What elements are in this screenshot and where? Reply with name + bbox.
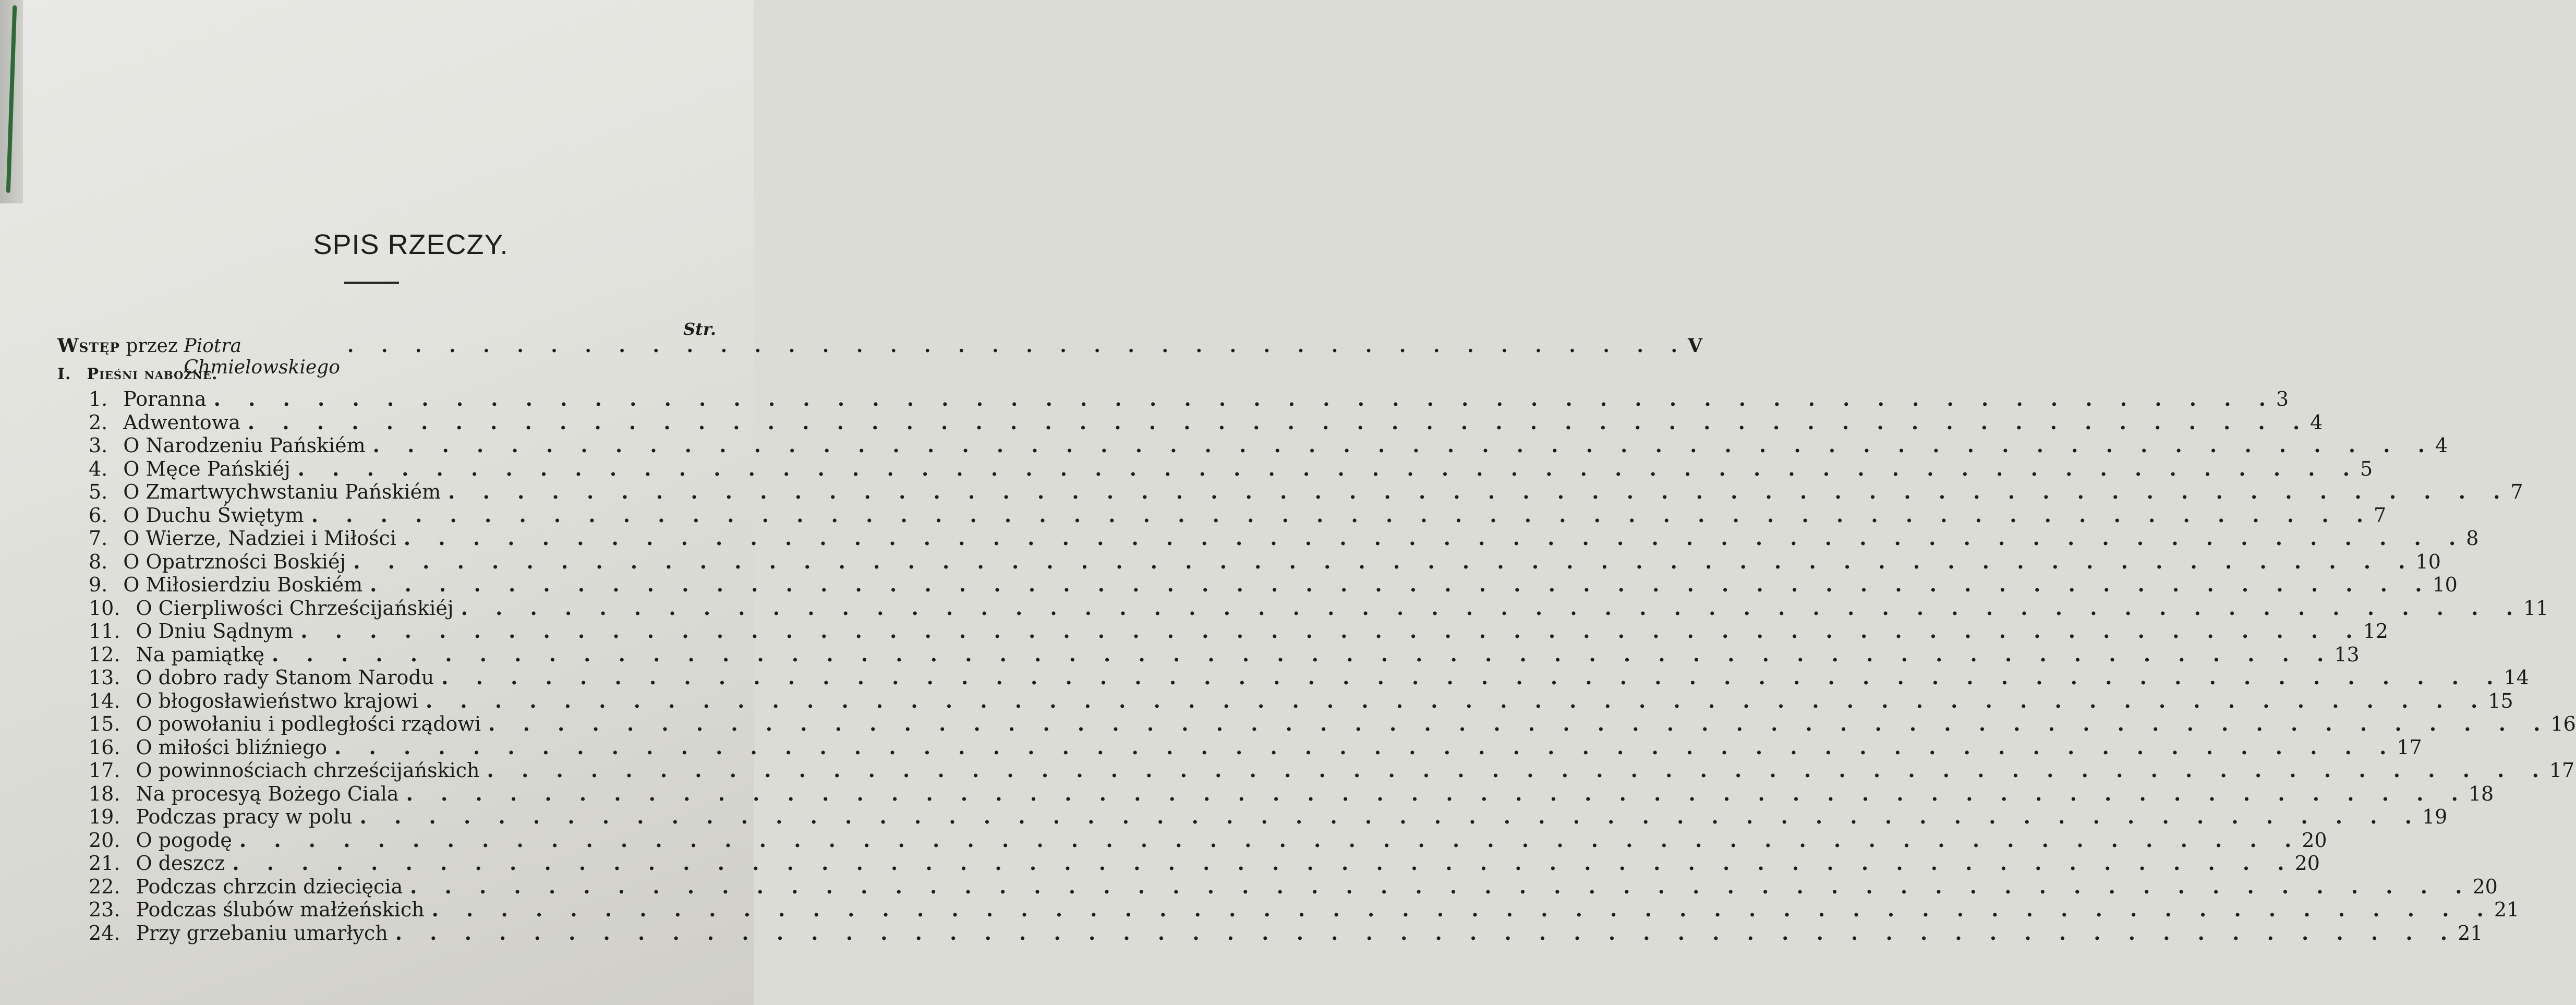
- dot-leader: . . . . . . . . . . . . . . . . . . . . . . . . . . . . . . . . . . . . . . . . . . . . . . . . . . . . . . . . . . . .: [232, 851, 2295, 875]
- entry-title: Przy grzebaniu umarłych: [136, 921, 388, 945]
- entry-number: 19.: [89, 805, 120, 828]
- entry-number: 14.: [89, 689, 120, 712]
- toc-entry: [89, 712, 2576, 735]
- entry-page: 17: [2549, 759, 2575, 782]
- dot-leader: . . . . . . . . . . . . . . . . . . . . . . . . . . . . . . . . . . . . . . . . . . . . . . . . . . . . . . . . . . . .: [410, 874, 2473, 898]
- toc-entry: [89, 851, 2320, 875]
- entry-title: O dobro rady Stanom Narodu: [136, 666, 434, 689]
- entry-page: 7: [2374, 503, 2387, 527]
- entry-title: O powinnościach chrześcijańskich: [136, 759, 480, 782]
- entry-number: 1.: [89, 388, 108, 410]
- entry-title: Podczas pracy w polu: [136, 805, 353, 828]
- entry-title: O Opatrzności Boskiéj: [123, 550, 346, 573]
- dot-leader: . . . . . . . . . . . . . . . . . . . . . . . . . . . . . . . . . . . . . . . . . . . . . . . . . . . . . . . . . . . .: [247, 410, 2311, 434]
- entry-title: O miłości bliźniego: [136, 735, 328, 759]
- entry-page: 19: [2422, 805, 2448, 828]
- toc-entries: [89, 387, 2576, 945]
- dot-leader: . . . . . . . . . . . . . . . . . . . . . . . . . . . . . . . . . . . . . . . . . . . . . . . . . . . . . . . . . . . .: [425, 688, 2488, 712]
- section-number: I.: [57, 365, 71, 383]
- dot-leader: . . . . . . . . . . . . . . . . . . . . . . . . . . . . . . . . . . . . . . . . . . . . . . . . . . . . . . . . . . . .: [403, 526, 2466, 550]
- entry-number: 8.: [89, 550, 108, 573]
- entry-page: 16: [2550, 712, 2576, 735]
- dot-leader: . . . . . . . . . . . . . . . . . . . . . . . . . . . . . . . . . . . . . . . . . . . . . . . . . . . . . . . . . . . .: [359, 805, 2422, 828]
- toc-entry: [89, 503, 2387, 527]
- book-spine: [0, 0, 23, 203]
- intro-author: Piotra Chmielowskiego: [184, 335, 340, 378]
- intro-label: Wstęp: [57, 335, 120, 357]
- entry-page: 20: [2472, 875, 2498, 898]
- dot-leader: . . . . . . . . . . . . . . . . . . . . . . . . . . . . . . . . . . . . . . . . . . . . . . . . . . . . . . . . . . . .: [300, 619, 2363, 643]
- toc-entry: [89, 410, 2323, 434]
- toc-entry: [89, 828, 2327, 852]
- dot-leader: . . . . . . . . . . . . . . . . . . . . . . . . . . . . . . . . . . . . . . . . . . . . . . . . . . . . . . . . . . . .: [311, 503, 2374, 527]
- entry-page: 15: [2488, 689, 2513, 712]
- entry-number: 13.: [89, 666, 120, 689]
- entry-number: 3.: [89, 434, 108, 457]
- entry-title: O Narodzeniu Pańskiém: [123, 434, 366, 457]
- entry-title: Poranna: [123, 388, 207, 410]
- entry-title: Podczas ślubów małżeńskich: [136, 898, 425, 921]
- toc-entry: [89, 781, 2494, 805]
- dot-leader: . . . . . . . . . . . . . . . . . . . . . . . . . . . . . . . . . . . . . . . . . . . . . . . . . . . . . . . . . . . .: [461, 596, 2523, 620]
- toc-entry: [89, 596, 2549, 620]
- toc-entry: [89, 387, 2289, 410]
- toc-entry: [89, 665, 2529, 689]
- entry-number: 18.: [89, 782, 120, 805]
- entry-title: O Męce Pańskiéj: [123, 457, 291, 480]
- toc-entry: [89, 735, 2422, 759]
- entry-number: 4.: [89, 457, 108, 480]
- entry-title: Na procesyą Bożego Ciala: [136, 782, 399, 805]
- toc-entry: [89, 456, 2373, 480]
- entry-page: 17: [2397, 735, 2422, 759]
- toc-entry: [89, 898, 2520, 921]
- toc-entry: [89, 480, 2523, 503]
- dot-leader: . . . . . . . . . . . . . . . . . . . . . . . . . . . . . . . . . . . . . . . . . . . . . . . . . . . . . . . . . . . .: [297, 456, 2360, 480]
- toc-entry: [89, 619, 2388, 643]
- entry-number: 2.: [89, 410, 108, 434]
- entry-title: O Duchu Świętym: [123, 503, 304, 527]
- entry-title: O pogodę: [136, 828, 232, 852]
- entry-title: Podczas chrzcin dziecięcia: [136, 875, 403, 898]
- entry-page: 11: [2523, 596, 2549, 620]
- entry-page: 10: [2432, 573, 2458, 596]
- entry-number: 11.: [89, 620, 120, 643]
- toc-entry: [89, 921, 2483, 945]
- entry-number: 12.: [89, 643, 120, 666]
- entry-page: 13: [2334, 643, 2360, 666]
- entry-page: 21: [2494, 898, 2520, 921]
- entry-page: 4: [2310, 410, 2323, 434]
- entry-page: 21: [2458, 921, 2483, 945]
- entry-number: 23.: [89, 898, 120, 921]
- entry-title: O powołaniu i podległości rządowi: [136, 712, 481, 735]
- entry-page: 20: [2302, 828, 2327, 852]
- toc-entry: [89, 642, 2360, 666]
- toc-entry: [89, 688, 2513, 712]
- entry-number: 17.: [89, 759, 120, 782]
- dot-leader: . . . . . . . . . . . . . . . . . . . . . . . . . . . . . . . . . . . . . . . . . . . . . . . . . . . . . . . . . . . .: [353, 549, 2416, 573]
- dot-leader: . . . . . . . . . . . . . . . . . . . . . . . . . . . . . . . . . . . . . . . .: [347, 335, 1688, 357]
- entry-number: 10.: [89, 596, 120, 620]
- entry-title: O Dniu Sądnym: [136, 620, 294, 643]
- entry-title: O Zmartwychwstaniu Pańskiém: [123, 480, 441, 503]
- entry-page: 14: [2504, 666, 2529, 689]
- entry-title: O Miłosierdziu Boskiém: [123, 573, 363, 596]
- entry-number: 7.: [89, 527, 108, 550]
- entry-number: 21.: [89, 852, 120, 875]
- entry-number: 20.: [89, 828, 120, 852]
- entry-page: 8: [2466, 527, 2479, 550]
- entry-number: 5.: [89, 480, 108, 503]
- entry-title: Adwentowa: [123, 410, 240, 434]
- dot-leader: . . . . . . . . . . . . . . . . . . . . . . . . . . . . . . . . . . . . . . . . . . . . . . . . . . . . . . . . . . . .: [488, 712, 2551, 735]
- toc-entry: [89, 874, 2498, 898]
- entry-number: 15.: [89, 712, 120, 735]
- entry-page: 4: [2435, 434, 2448, 457]
- entry-number: 9.: [89, 573, 108, 596]
- entry-page: 7: [2510, 480, 2523, 503]
- dot-leader: . . . . . . . . . . . . . . . . . . . . . . . . . . . . . . . . . . . . . . . . . . . . . . . . . . . . . . . . . . . .: [334, 735, 2397, 759]
- toc-entry: [89, 805, 2448, 828]
- entry-page: 12: [2363, 620, 2388, 643]
- toc-entry: [89, 526, 2479, 550]
- entry-title: O Cierpliwości Chrześcijańskiéj: [136, 596, 454, 620]
- dot-leader: . . . . . . . . . . . . . . . . . . . . . . . . . . . . . . . . . . . . . . . . . . . . . . . . . . . . . . . . . . . .: [370, 573, 2433, 596]
- dot-leader: . . . . . . . . . . . . . . . . . . . . . . . . . . . . . . . . . . . . . . . . . . . . . . . . . . . . . . . . . . . .: [406, 781, 2469, 805]
- entry-title: O deszcz: [136, 852, 225, 875]
- entry-number: 22.: [89, 875, 120, 898]
- intro-page: V: [1688, 335, 1702, 357]
- toc-entry: [89, 549, 2441, 573]
- dot-leader: . . . . . . . . . . . . . . . . . . . . . . . . . . . . . . . . . . . . . . . . . . . . . . . . . . . . . . . . . . . .: [487, 758, 2549, 782]
- toc-entry: [89, 573, 2458, 596]
- page-title: SPIS RZECZY.: [313, 229, 509, 260]
- green-binding-strip: [6, 5, 17, 193]
- dot-leader: . . . . . . . . . . . . . . . . . . . . . . . . . . . . . . . . . . . . . . . . . . . . . . . . . . . . . . . . . . . .: [395, 921, 2458, 945]
- dot-leader: . . . . . . . . . . . . . . . . . . . . . . . . . . . . . . . . . . . . . . . . . . . . . . . . . . . . . . . . . . . .: [239, 828, 2302, 852]
- intro-by: przez: [126, 335, 178, 357]
- entry-page: 10: [2415, 550, 2441, 573]
- entry-title: Na pamiątkę: [136, 643, 265, 666]
- entry-page: 3: [2276, 388, 2289, 410]
- page-column-label: Str.: [683, 319, 716, 339]
- section-heading: [57, 365, 217, 383]
- entry-number: 6.: [89, 503, 108, 527]
- entry-title: O błogosławieństwo krajowi: [136, 689, 418, 712]
- toc-entry: [89, 758, 2575, 782]
- entry-title: O Wierze, Nadziei i Miłości: [123, 527, 396, 550]
- title-rule: [344, 282, 399, 284]
- entry-number: 24.: [89, 921, 120, 945]
- section-name: Pieśni nabożne.: [87, 365, 218, 383]
- dot-leader: . . . . . . . . . . . . . . . . . . . . . . . . . . . . . . . . . . . . . . . . . . . . . . . . . . . . . . . . . . . .: [372, 433, 2435, 457]
- entry-page: 18: [2468, 782, 2494, 805]
- dot-leader: . . . . . . . . . . . . . . . . . . . . . . . . . . . . . . . . . . . . . . . . . . . . . . . . . . . . . . . . . . . .: [213, 387, 2276, 410]
- entry-page: 5: [2360, 457, 2373, 480]
- entry-number: 16.: [89, 735, 120, 759]
- dot-leader: . . . . . . . . . . . . . . . . . . . . . . . . . . . . . . . . . . . . . . . . . . . . . . . . . . . . . . . . . . . .: [272, 642, 2335, 666]
- dot-leader: . . . . . . . . . . . . . . . . . . . . . . . . . . . . . . . . . . . . . . . . . . . . . . . . . . . . . . . . . . . .: [441, 665, 2504, 689]
- entry-page: 20: [2294, 852, 2320, 875]
- dot-leader: . . . . . . . . . . . . . . . . . . . . . . . . . . . . . . . . . . . . . . . . . . . . . . . . . . . . . . . . . . . .: [448, 480, 2511, 503]
- toc-entry: [89, 433, 2448, 457]
- dot-leader: . . . . . . . . . . . . . . . . . . . . . . . . . . . . . . . . . . . . . . . . . . . . . . . . . . . . . . . . . . . .: [431, 898, 2494, 921]
